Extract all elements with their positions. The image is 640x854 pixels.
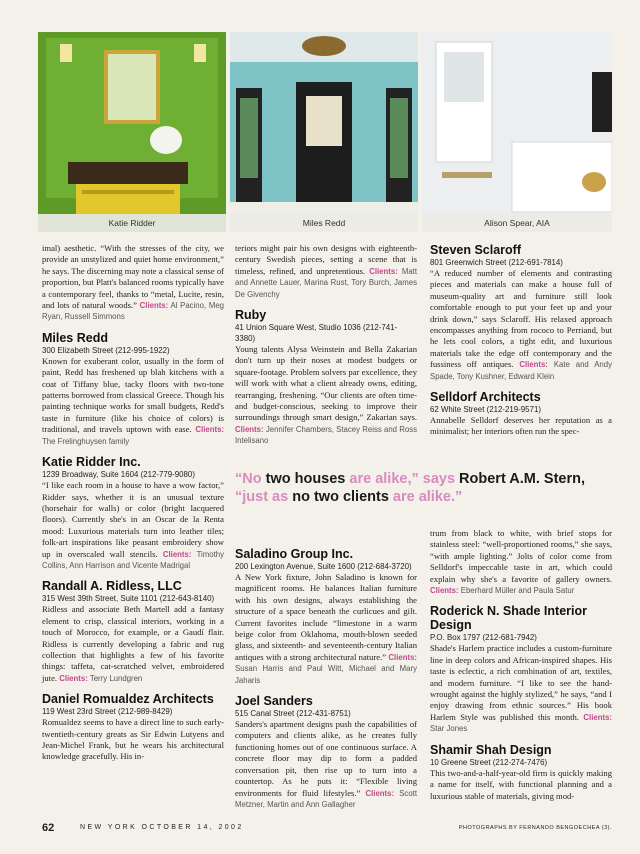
- body-text: A New York fixture, John Saladino is known for magnificent rooms. He balances Italian furniture with his own designs, always establishing the structure of a space beneath the curlicues and gilt. Current favorites include “limestone in a warm beige color from Oklahoma, mouth-blown seeded glass, and sixteenth- and seventeenth-century Italian antiques with a strong architectural nature.”: [235, 572, 417, 662]
- clients-label: Clients:: [235, 424, 264, 434]
- column-3: [430, 243, 612, 446]
- quote-part: are alike.”: [388, 489, 463, 505]
- clients-label: Clients:: [388, 652, 417, 662]
- clients-label: Clients:: [369, 266, 398, 276]
- designer-address: 41 Union Square West, Studio 1036 (212-741-3380): [235, 323, 398, 344]
- clients-list: Timothy Collins, Ann Harrison and Vicente Madrigal: [42, 549, 225, 570]
- green-room-illustration: [38, 32, 226, 232]
- clients-list: Kate and Andy Spade, Tony Kushner, Edward Klein: [430, 360, 612, 381]
- body-text: trum from black to white, with brief stops for stainless steel: “well-proportioned rooms,” she says, “with ample lighting.” Jolts of color come from Selldorf's impeccable taste in art, which could explain why she's a favorite of gallery owners.: [430, 528, 612, 584]
- photo-caption: Alison Spear, AIA: [422, 214, 612, 232]
- body-text: “I like each room in a house to have a wow factor,” Ridder says, whether it is an unusual texture (horsehair for walls) or color (bright lacquered floors). Currently she's in an Oscar de la Renta mood: Luxurious materials turn into leather tiles; folk-art inspirations like peasant embroidery show up in overscaled wall stencils.: [42, 480, 224, 559]
- designer-address: 10 Greene Street (212-274-7476): [430, 757, 548, 767]
- clients-list: The Frelinghuysen family: [42, 436, 130, 446]
- entry-shamir-shah: [430, 743, 612, 802]
- entry-intro: [42, 243, 224, 323]
- clients-list: Eberhard Müller and Paula Satur: [460, 586, 575, 596]
- clients-list: Susan Harris and Paul Witt, Michael and Mary Jaharis: [235, 664, 417, 685]
- entry-romualdez-continued: [235, 243, 417, 300]
- blue-hallway-illustration: [230, 32, 418, 232]
- designer-address: 62 White Street (212-219-9571): [430, 405, 541, 415]
- entry-katie-ridder: [42, 455, 224, 571]
- designer-address: 315 West 39th Street, Suite 1101 (212-643-8140): [42, 594, 215, 604]
- clients-list: Matt and Annette Lauer, Marina Rust, Tory Burch, James De Givenchy: [235, 266, 418, 299]
- clients-label: Clients:: [139, 301, 169, 311]
- magazine-issue: NEW YORK OCTOBER 14, 2002: [80, 824, 244, 831]
- designer-name: Roderick N. Shade Interior Design: [430, 604, 587, 633]
- entry-steven-sclaroff: [430, 243, 612, 382]
- designer-address: 1239 Broadway, Suite 1604 (212-779-9080): [42, 470, 195, 480]
- clients-label: Clients:: [195, 425, 224, 435]
- clients-list: Terry Lundgren: [89, 673, 143, 683]
- column-1: [42, 243, 224, 771]
- body-text: Young talents Alysa Weinstein and Bella Zakarian don't turn up their noses at modest budgets or square-footage. Problem solvers par excellence, they will work with what a client already owns, editing, rearranging, freshening. “Our clients are often time- and budget-conscious, seeking to improve their surroundings through smart design,” Zakarian says.: [235, 344, 417, 423]
- body-text: Shade's Harlem practice includes a custom-furniture line in deep colors and African-inspired shapes. His taste is eclectic, a rich combination of art, textiles, and modern furniture. “I like to see the hand-wrought against the highly stylized,” he says, “and I enjoy drawing from ethnic sources.” His book Harlem Style was published this month.: [430, 643, 612, 722]
- photo-strip: [38, 32, 612, 232]
- designer-address: P.O. Box 1797 (212-681-7942): [430, 633, 537, 643]
- column-2: [235, 243, 417, 455]
- clients-label: Clients:: [519, 360, 548, 370]
- designer-name: Ruby: [235, 308, 267, 323]
- designer-address: 801 Greenwich Street (212-691-7814): [430, 258, 563, 267]
- photo-caption: Miles Redd: [230, 214, 418, 232]
- designer-address: 515 Canal Street (212-431-8751): [235, 709, 351, 719]
- clients-label: Clients:: [365, 788, 395, 798]
- designer-name: Daniel Romualdez Architects: [42, 692, 214, 707]
- photo-credit: PHOTOGRAPHS BY FERNANDO BENGOECHEA (3).: [458, 825, 612, 831]
- photo-miles-redd: [230, 32, 418, 232]
- quote-emphasis: no two clients: [292, 489, 389, 505]
- body-text: This two-and-a-half-year-old firm is quickly making a name for itself, with functional planning and a luxurious stable of materials, giving mod-: [430, 767, 612, 801]
- white-bedroom-illustration: [422, 32, 612, 232]
- clients-list: Scott Metzner, Martin and Ann Gallagher: [235, 788, 418, 809]
- quote-part: “No: [235, 471, 266, 487]
- photo-katie-ridder: [38, 32, 226, 232]
- designer-name: Selldorf Architects: [430, 390, 541, 405]
- entry-saladino: [235, 547, 417, 686]
- clients-label: Clients:: [583, 712, 612, 722]
- quote-part: “just as: [235, 489, 293, 505]
- pull-quote: [235, 470, 613, 506]
- designer-address: 300 Elizabeth Street (212-995-1922): [42, 345, 170, 355]
- quote-emphasis: two houses: [265, 471, 346, 487]
- clients-label: Clients:: [430, 586, 459, 596]
- column-3-lower: [430, 528, 612, 810]
- entry-randall-ridless: [42, 579, 224, 684]
- photo-alison-spear: [422, 32, 612, 232]
- clients-label: Clients:: [162, 549, 192, 559]
- photo-caption: Katie Ridder: [38, 214, 226, 232]
- entry-ruby: [235, 308, 417, 447]
- clients-list: Al Pacino, Meg Ryan, Russell Simmons: [42, 301, 224, 322]
- designer-name: Saladino Group Inc.: [235, 547, 354, 561]
- body-text: imal) aesthetic. “With the stresses of the city, we provide an unstylized and quiet home environment,” he says. The discerning may note a classical sense of proportion, but Platt's balanced rooms typically have a contemporary feel, thanks to “metal, Lucite, resin, and lots of natural woods.”: [42, 243, 224, 311]
- entry-selldorf: [430, 390, 612, 438]
- designer-name: Randall A. Ridless, LLC: [42, 579, 182, 594]
- designer-address: 119 West 23rd Street (212-989-8429): [42, 707, 173, 717]
- clients-list: Star Jones: [430, 724, 468, 734]
- designer-name: Joel Sanders: [235, 694, 313, 709]
- designer-name: Shamir Shah Design: [430, 742, 552, 757]
- column-2-lower: [235, 547, 417, 818]
- designer-address: 200 Lexington Avenue, Suite 1600 (212-684-3720): [235, 562, 412, 571]
- designer-name: Katie Ridder Inc.: [42, 455, 141, 470]
- quote-emphasis: Robert A.M. Stern,: [459, 471, 585, 487]
- entry-selldorf-continued: [430, 528, 612, 596]
- clients-list: Jennifer Chambers, Stacey Reiss and Ross Intelisano: [235, 424, 418, 446]
- body-text: Annabelle Selldorf deserves her reputation as a minimalist; her interiors often run the spec-: [430, 415, 612, 437]
- entry-daniel-romualdez: [42, 692, 224, 763]
- clients-label: Clients:: [59, 673, 88, 683]
- body-text: “A reduced number of elements and contrasting pieces and materials can make a house full of museum-quality art and furniture still look comfortable enough to put your feet up and your drink down,” says Sclaroff. His relaxed approach encompasses anything from rococo to Perriand, but he lets cool colors, a tight edit, and luxurious materials take the edge off contemporary and the fussiness off antiques.: [430, 268, 612, 370]
- entry-miles-redd: [42, 331, 224, 447]
- body-text: teriors might pair his own designs with eighteenth-century Swedish pieces, setting a scene that is timeless, refined, and unpretentious.: [235, 243, 417, 276]
- quote-part: are alike,” says: [345, 471, 460, 487]
- designer-name: Steven Sclaroff: [430, 243, 522, 257]
- page-footer: [42, 822, 612, 836]
- designer-name: Miles Redd: [42, 330, 108, 345]
- body-text: Ridless and associate Beth Martell add a fantasy element to crisp, classical interiors, working in a touch of Morocco, for example, or a Gaudí flair. Ridless is currently developing a fabric and rug collection that highlights a few of his favorite things: taffeta, cat-scratched velvet, embroidered jute.: [42, 604, 224, 683]
- entry-joel-sanders: [235, 694, 417, 810]
- body-text: Known for exuberant color, usually in the form of paint, Redd has freshened up blah kitchens with a coat of Tiffany blue, tacky floors with two-tone patterns borrowed from classical Greece. Though his painting technique works for small budgets, Redd's taste in furniture (like his choice of colors) is traditional, and travels uptown with ease.: [42, 355, 224, 435]
- body-text: Sanders's apartment designs push the capabilities of computers and clients alike, as he creates fully functioning homes out of one continuous surface. A concrete floor may dip to form a padded conversation pit, then rise up to turn into a countertop. As he puts it: “Flexible living environments for fluid lifestyles.”: [235, 719, 417, 798]
- body-text: Romualdez seems to have a direct line to such early-twentieth-century greats as Sir Edwin Lutyens and Jean-Michel Frank, but he wears his architectural knowledge gracefully. His in-: [42, 717, 224, 762]
- entry-roderick-shade: [430, 604, 612, 734]
- page-number: 62: [42, 822, 55, 834]
